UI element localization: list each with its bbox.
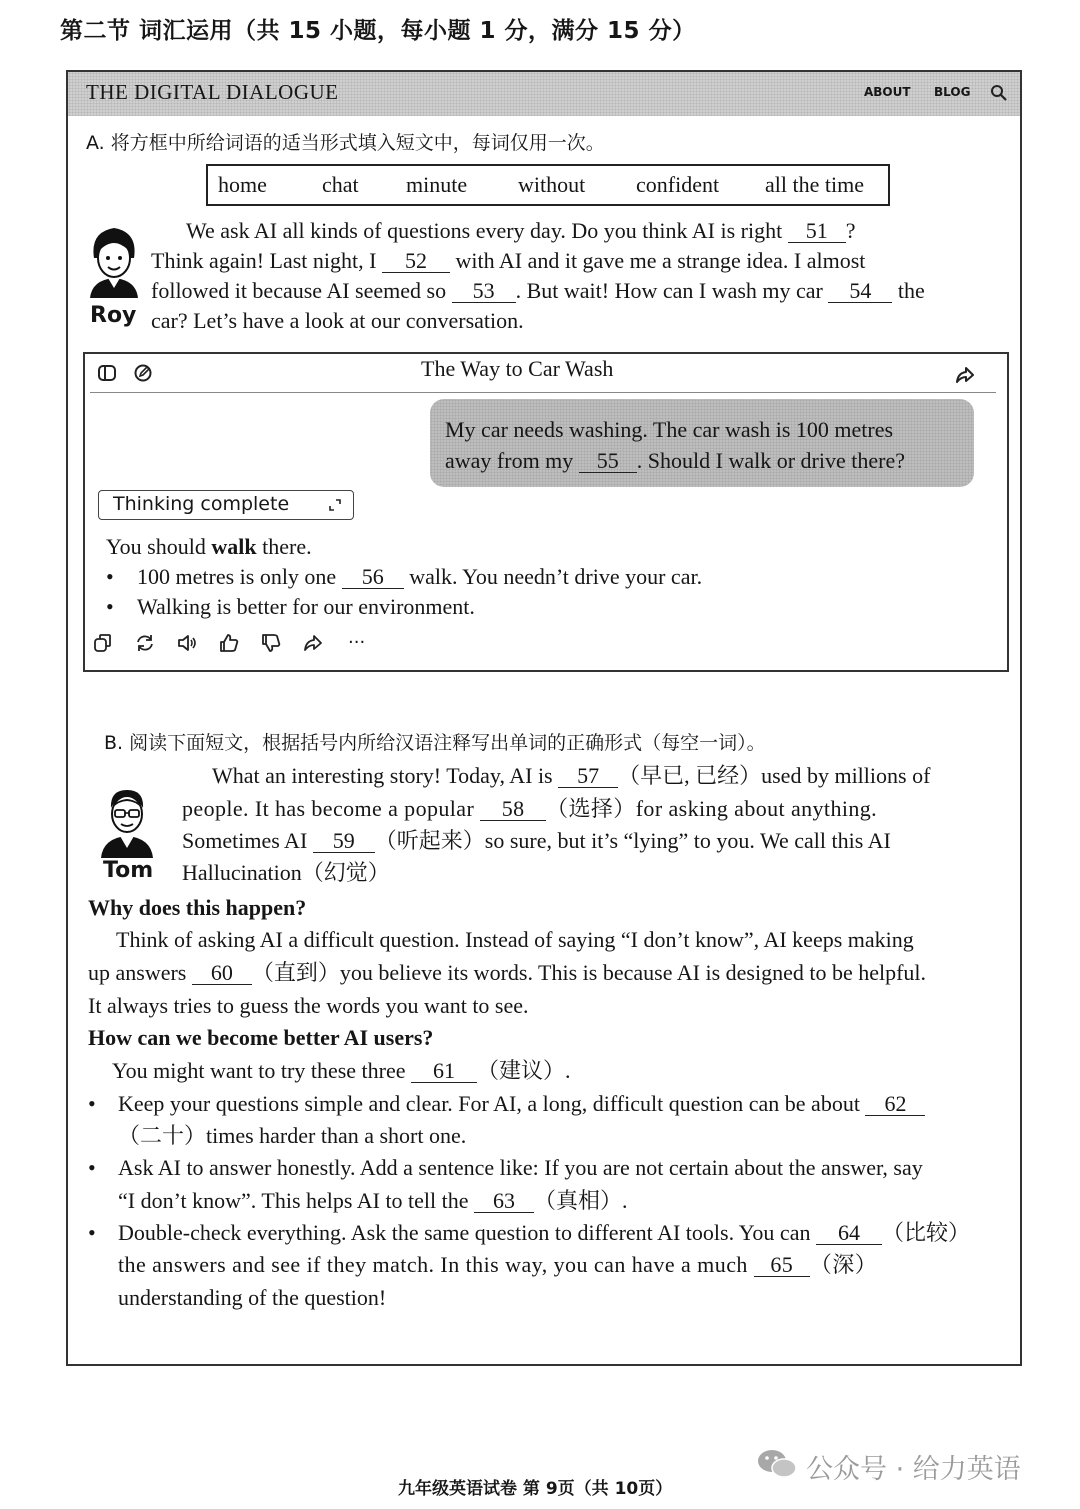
section-title: 第二节 词汇运用（共 15 小题，每小题 1 分，满分 15 分）: [60, 18, 696, 44]
speaker-icon[interactable]: [176, 632, 198, 654]
thinking-status-toggle[interactable]: [98, 490, 354, 520]
word-minute: minute: [406, 172, 468, 197]
tip-bullet-1-cont: （二十）times harder than a short one.: [118, 1123, 467, 1148]
para-b-line2: people. It has become a popular 58 （选择）for asking about anything.: [182, 796, 878, 821]
part-a-instruction: A. 将方框中所给词语的适当形式填入短文中，每词仅用一次。: [86, 132, 605, 154]
regenerate-icon[interactable]: [134, 632, 156, 654]
thinking-label: Thinking complete: [113, 493, 290, 515]
blank-54[interactable]: 54: [828, 280, 892, 303]
nav-blog[interactable]: BLOG: [934, 85, 971, 99]
ai-reply-line: You should walk there.: [106, 534, 312, 559]
para-b-line4: Hallucination（幻觉）: [182, 860, 390, 885]
blank-62[interactable]: 62: [865, 1093, 925, 1116]
expand-icon: [327, 497, 343, 513]
heading-how: How can we become better AI users?: [88, 1025, 434, 1050]
para-b-line8: You might want to try these three 61 （建议）.: [112, 1058, 571, 1083]
ai-reply-bullet-1: • 100 metres is only one 56 walk. You needn’t drive your car.: [106, 564, 703, 589]
page-footer: 九年级英语试卷 第 9页（共 10页）: [398, 1479, 673, 1499]
tom-avatar-icon: [98, 786, 156, 858]
word-all-the-time: all the time: [765, 172, 864, 197]
search-icon[interactable]: [990, 84, 1008, 102]
thumbs-up-icon[interactable]: [218, 632, 240, 654]
tip-bullet-2-cont: “I don’t know”. This helps AI to tell the 63 （真相）.: [118, 1188, 628, 1213]
blank-64[interactable]: 64: [816, 1222, 882, 1245]
share-icon[interactable]: [954, 364, 976, 386]
ai-reply-bullet-2: • Walking is better for our environment.: [106, 594, 475, 619]
para-b-line3: Sometimes AI 59 （听起来）so sure, but it’s “lying” to you. We call this AI: [182, 828, 891, 853]
masthead-title: THE DIGITAL DIALOGUE: [86, 80, 339, 104]
word-home: home: [218, 172, 267, 197]
word-without: without: [518, 172, 586, 197]
roy-avatar-icon: [86, 222, 142, 298]
tip-bullet-3: • Double-check everything. Ask the same question to different AI tools. You can 64 （比较）: [88, 1220, 970, 1245]
thumbs-down-icon[interactable]: [260, 632, 282, 654]
more-options-icon[interactable]: ···: [348, 632, 366, 653]
watermark-text: 公众号 · 给力英语: [806, 1454, 1021, 1485]
para-b-line6: up answers 60 （直到）you believe its words. This is because AI is designed to be helpful.: [88, 960, 927, 985]
blank-56[interactable]: 56: [342, 566, 404, 589]
para-b-line5: Think of asking AI a difficult question. Instead of saying “I don’t know”, AI keeps making: [116, 927, 914, 952]
para-a-line4: car? Let’s have a look at our conversation.: [151, 308, 524, 333]
sidebar-toggle-icon[interactable]: [96, 362, 118, 384]
tip-bullet-3-cont: the answers and see if they match. In this way, you can have a much 65 （深）: [118, 1252, 878, 1277]
share-reply-icon[interactable]: [302, 632, 324, 654]
para-b-line7: It always tries to guess the words you want to see.: [88, 993, 529, 1018]
roy-label: Roy: [90, 303, 137, 328]
part-b-instruction: B. 阅读下面短文，根据括号内所给汉语注释写出单词的正确形式（每空一词）。: [104, 732, 766, 754]
blank-57[interactable]: 57: [558, 765, 618, 788]
wechat-icon: [756, 1446, 798, 1482]
tip-bullet-1: • Keep your questions simple and clear. For AI, a long, difficult question can be about 62: [88, 1089, 925, 1119]
heading-why: Why does this happen?: [88, 895, 307, 920]
chat-title: The Way to Car Wash: [421, 356, 614, 381]
tom-label: Tom: [103, 858, 154, 883]
blank-63[interactable]: 63: [474, 1190, 534, 1213]
blank-51[interactable]: 51: [788, 220, 846, 243]
blank-52[interactable]: 52: [382, 250, 450, 273]
chat-header-divider: [90, 392, 996, 393]
para-b-line1: What an interesting story! Today, AI is 57 （早已, 已经）used by millions of: [212, 763, 931, 788]
para-a-line2: Think again! Last night, I 52 with AI and it gave me a strange idea. I almost: [151, 248, 866, 273]
blank-55[interactable]: 55: [579, 450, 637, 473]
blank-61[interactable]: 61: [411, 1060, 477, 1083]
tip-bullet-2: • Ask AI to answer honestly. Add a sentence like: If you are not certain about the answer, say: [88, 1155, 923, 1180]
blank-59[interactable]: 59: [313, 830, 375, 853]
blank-60[interactable]: 60: [192, 962, 252, 985]
copy-icon[interactable]: [92, 632, 114, 654]
word-confident: confident: [636, 172, 720, 197]
tip-bullet-3-end: understanding of the question!: [118, 1285, 387, 1310]
para-a-line1: We ask AI all kinds of questions every day. Do you think AI is right 51 ?: [186, 218, 856, 243]
blank-58[interactable]: 58: [480, 798, 546, 821]
blank-53[interactable]: 53: [452, 280, 516, 303]
new-chat-icon[interactable]: [132, 362, 154, 384]
word-chat: chat: [322, 172, 359, 197]
nav-about[interactable]: ABOUT: [864, 85, 911, 99]
para-a-line3: followed it because AI seemed so 53 . But wait! How can I wash my car 54 the: [151, 278, 925, 303]
user-message-text: My car needs washing. The car wash is 100 metres away from my 55 . Should I walk or drive there?: [445, 417, 905, 473]
blank-65[interactable]: 65: [754, 1254, 810, 1277]
